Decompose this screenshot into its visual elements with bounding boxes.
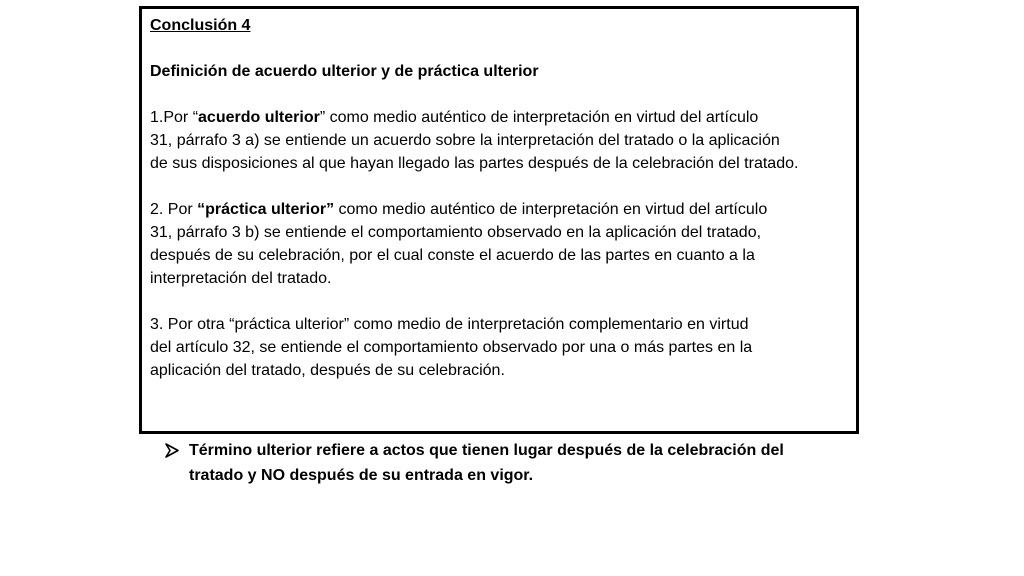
paragraph-2-line-2: 31, párrafo 3 b) se entiende el comportamiento observado en la aplicación del tratado, — [150, 224, 762, 241]
conclusion-box — [139, 6, 859, 434]
arrow-bullet-icon — [164, 438, 180, 463]
spacer — [150, 290, 852, 313]
paragraph-3-line-1: 3. Por otra “práctica ulterior” como medio de interpretación complementario en virtud — [150, 316, 749, 333]
conclusion-content — [150, 14, 852, 382]
text: 2. Por — [150, 201, 198, 218]
spacer — [150, 37, 852, 60]
paragraph-1-line-1 — [150, 106, 852, 129]
paragraph-2-line-4: interpretación del tratado. — [150, 270, 332, 287]
paragraph-3-line-2: del artículo 32, se entiende el comportamiento observado por una o más partes en la — [150, 339, 753, 356]
text: 1.Por “ — [150, 109, 199, 126]
term-practica-ulterior: “práctica ulterior” — [197, 201, 335, 218]
paragraph-1-line-2: 31, párrafo 3 a) se entiende un acuerdo sobre la interpretación del tratado o la aplicación — [150, 132, 780, 149]
text: ” como medio auténtico de interpretación en virtud del artículo — [319, 109, 759, 126]
term-acuerdo-ulterior: acuerdo ulterior — [198, 109, 320, 126]
paragraph-1-line-3: de sus disposiciones al que hayan llegado las partes después de la celebración del tratado. — [150, 155, 799, 172]
text: como medio auténtico de interpretación en virtud del artículo — [334, 201, 768, 218]
definition-subheading: Definición de acuerdo ulterior y de práctica ulterior — [150, 63, 539, 80]
spacer — [150, 83, 852, 106]
note-line-1: Término ulterior refiere a actos que tienen lugar después de la celebración del — [189, 442, 784, 459]
conclusion-heading: Conclusión 4 — [150, 17, 251, 34]
paragraph-2-line-1 — [150, 198, 852, 221]
note-text — [189, 438, 784, 488]
paragraph-3-line-3: aplicación del tratado, después de su celebración. — [150, 362, 505, 379]
note-line-2: tratado y NO después de su entrada en vigor. — [189, 467, 534, 484]
spacer — [150, 175, 852, 198]
paragraph-2-line-3: después de su celebración, por el cual conste el acuerdo de las partes en cuanto a la — [150, 247, 755, 264]
